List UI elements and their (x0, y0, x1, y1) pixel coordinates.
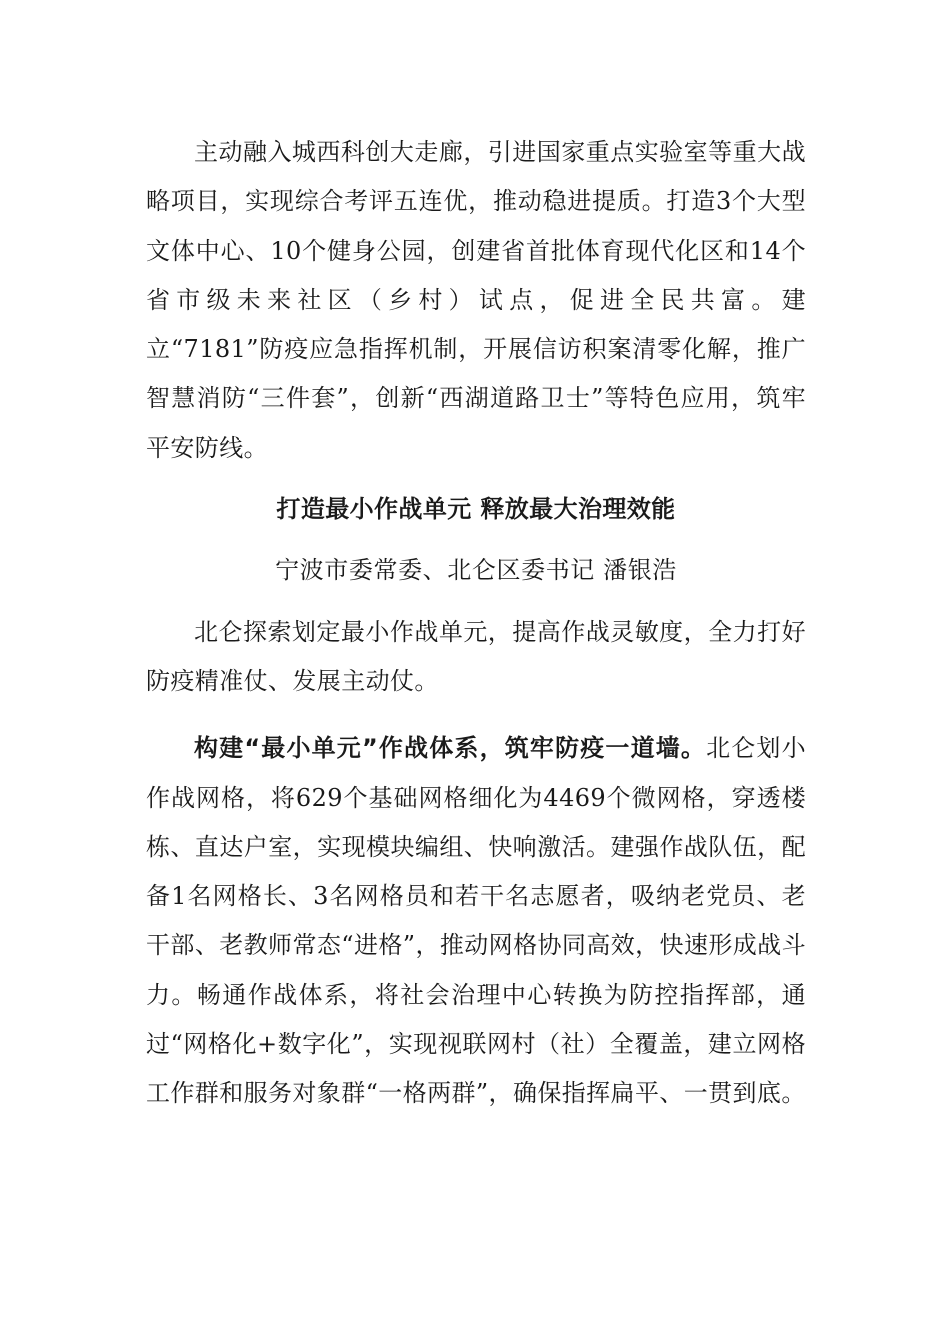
article-intro-paragraph: 北仑探索划定最小作战单元，提高作战灵敏度，全力打好防疫精准仗、发展主动仗。 (146, 617, 806, 695)
article-byline: 宁波市委常委、北仑区委书记 潘银浩 (275, 556, 677, 585)
section-body-text: 北仑划小作战网格，将629个基础网格细化为4469个微网格，穿透楼栋、直达户室，实现模块编组、快响激活。建强作战队伍，配备1名网格长、3名网格员和若干名志愿者，吸纳老党员、老干部、老教师常态“进格”，推动网格协同高效，快速形成战斗力。畅通作战体系，将社会治理中心转换为防控指挥部，通过“网格化+数字化”，实现视联网村（社）全覆盖，建立网格工作群和服务对象群“一格两群”，确保指挥扁平、一贯到底。 (146, 734, 806, 1108)
paragraph-xihu-achievements: 主动融入城西科创大走廊，引进国家重点实验室等重大战略项目，实现综合考评五连优，推动稳进提质。打造3个大型文体中心、10个健身公园，创建省首批体育现代化区和14个省市级未来社区（乡村）试点，促进全民共富。建立“7181”防疫应急指挥机制，开展信访积案清零化解，推广智慧消防“三件套”，创新“西湖道路卫士”等特色应用，筑牢平安防线。 (146, 138, 806, 462)
section-paragraph-minimal-unit (146, 724, 806, 1118)
section-lead-sentence: 构建“最小单元”作战体系，筑牢防疫一道墙。 (194, 734, 707, 763)
document-page (146, 128, 806, 1119)
article-title: 打造最小作战单元 释放最大治理效能 (276, 495, 676, 524)
